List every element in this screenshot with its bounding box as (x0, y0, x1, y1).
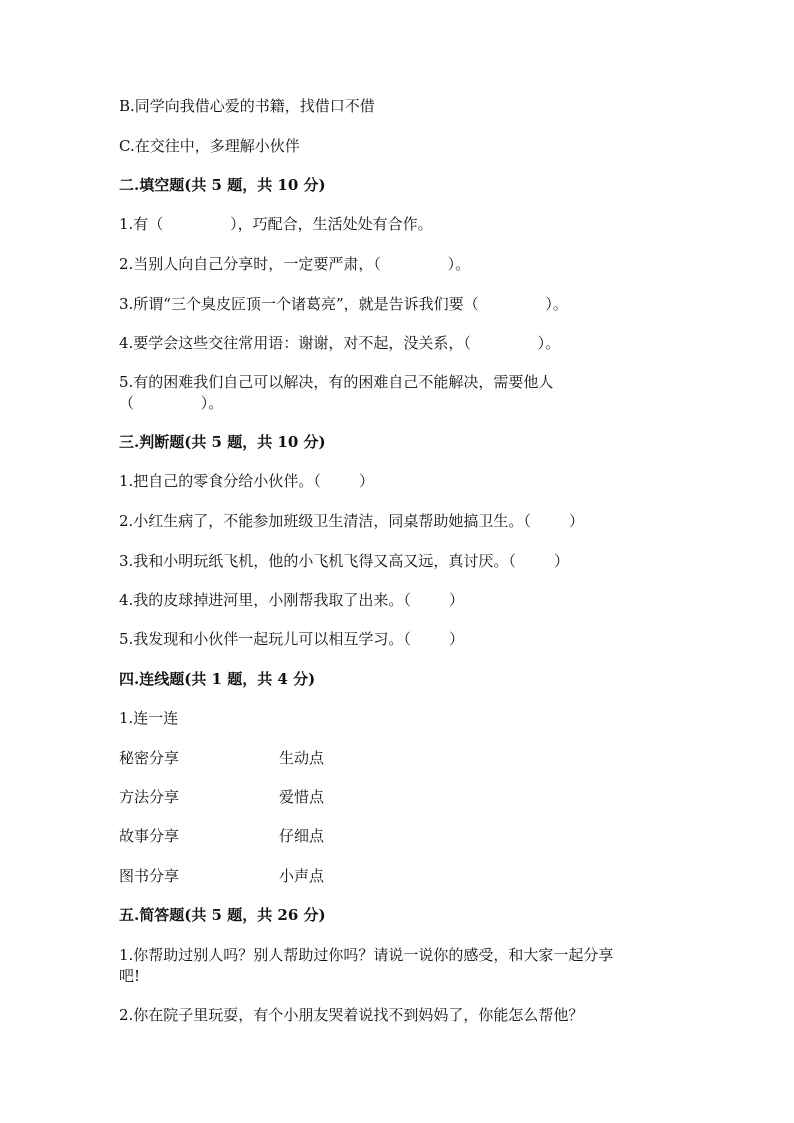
section-title-matching: 四.连线题(共 1 题，共 4 分) (119, 670, 316, 688)
section-title-fill-in: 二.填空题(共 5 题，共 10 分) (119, 176, 326, 194)
match-right-item: 仔细点 (279, 827, 325, 845)
match-right-item: 生动点 (279, 749, 325, 767)
fill-question-5-line-2: （ ）。 (119, 394, 224, 412)
fill-question-5-line-1: 5.有的困难我们自己可以解决，有的困难自己不能解决，需要他人 (119, 373, 554, 391)
section-title-true-false: 三.判断题(共 5 题，共 10 分) (119, 433, 326, 451)
short-question-1-line-2: 吧! (119, 967, 141, 985)
choice-c: C.在交往中，多理解小伙伴 (119, 137, 300, 155)
judge-question-2: 2.小红生病了，不能参加班级卫生清洁，同桌帮助她搞卫生。（ ） (119, 512, 584, 530)
fill-question-2: 2.当别人向自己分享时，一定要严肃，（ ）。 (119, 255, 471, 273)
fill-question-1: 1.有（ ），巧配合，生活处处有合作。 (119, 215, 433, 233)
match-right-item: 爱惜点 (279, 788, 325, 806)
match-right-item: 小声点 (279, 867, 325, 885)
match-left-item: 图书分享 (119, 867, 180, 885)
match-left-item: 秘密分享 (119, 749, 180, 767)
judge-question-3: 3.我和小明玩纸飞机，他的小飞机飞得又高又远，真讨厌。（ ） (119, 552, 569, 570)
match-left-item: 故事分享 (119, 827, 180, 845)
match-left-item: 方法分享 (119, 788, 180, 806)
matching-prompt: 1.连一连 (119, 709, 179, 727)
judge-question-4: 4.我的皮球掉进河里，小刚帮我取了出来。（ ） (119, 591, 464, 609)
short-question-1-line-1: 1.你帮助过别人吗？别人帮助过你吗？请说一说你的感受，和大家一起分享 (119, 946, 614, 964)
section-title-short-answer: 五.简答题(共 5 题，共 26 分) (119, 906, 326, 924)
judge-question-1: 1.把自己的零食分给小伙伴。（ ） (119, 472, 374, 490)
fill-question-4: 4.要学会这些交往常用语：谢谢，对不起，没关系，（ ）。 (119, 334, 561, 352)
short-question-2: 2.你在院子里玩耍，有个小朋友哭着说找不到妈妈了，你能怎么帮他？ (119, 1006, 584, 1024)
choice-b: B.同学向我借心爱的书籍，找借口不借 (119, 97, 375, 115)
judge-question-5: 5.我发现和小伙伴一起玩儿可以相互学习。（ ） (119, 630, 464, 648)
fill-question-3: 3.所谓“三个臭皮匠顶一个诸葛亮”，就是告诉我们要（ ）。 (119, 295, 568, 313)
